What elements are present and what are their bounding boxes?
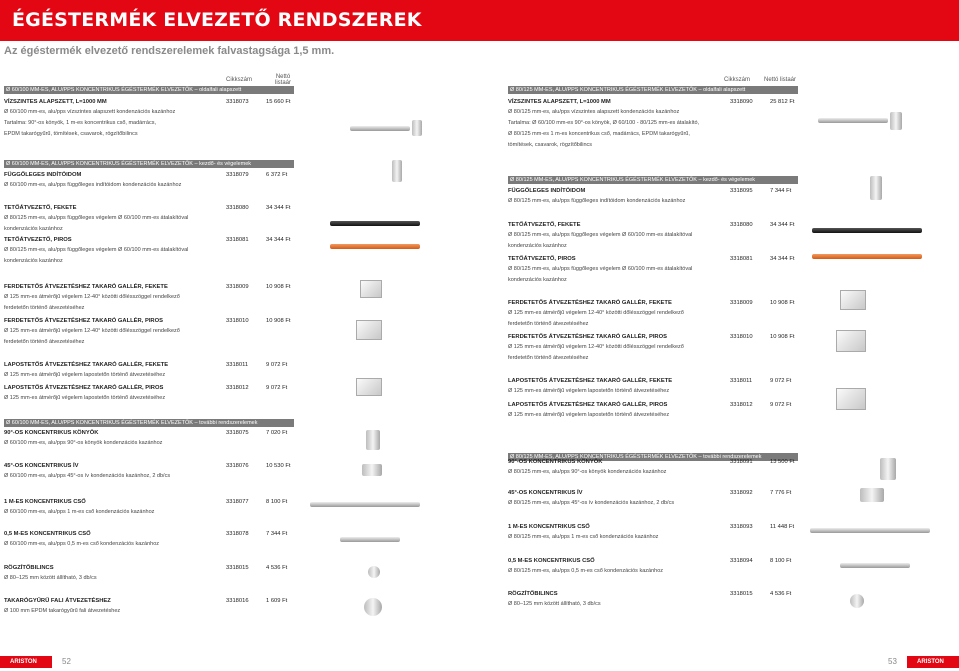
product-price: 4 536 Ft — [770, 591, 792, 597]
product-price: 10 530 Ft — [266, 463, 291, 469]
product-description: kondenzációs kazánhoz — [4, 226, 63, 232]
right-column-header — [508, 72, 798, 86]
ariston-logo-right: ARISTON — [907, 656, 959, 668]
vertical-adapter-image — [392, 160, 402, 182]
horizontal-set-image — [350, 126, 410, 131]
product-price: 7 020 Ft — [266, 430, 288, 436]
product-price: 7 776 Ft — [770, 490, 792, 496]
product-price: 34 344 Ft — [770, 222, 795, 228]
product-description: EPDM takarógyűrű, tömítések, csavarok, rögzítőbilincs — [4, 131, 138, 137]
product-name: FERDETETŐS ÁTVEZETÉSHEZ TAKARÓ GALLÉR, FEKETE — [508, 300, 672, 306]
product-description: Ø 100 mm EPDM takarógyűrű fali átvezetéshez — [4, 608, 121, 614]
horizontal-set-image-80 — [818, 118, 888, 123]
price-column-label: Nettó listaár — [764, 77, 797, 83]
product-name: 90°-OS KONCENTRIKUS KÖNYÖK — [508, 459, 603, 465]
product-code: 3318080 — [730, 222, 753, 228]
product-price: 9 072 Ft — [266, 385, 288, 391]
product-description: Ø 125 mm-es átmérőjű végelem 12-40° közötti dőlésszöggel rendelkező — [508, 344, 684, 350]
product-description: ferdetetőn történő átvezetéséhez — [508, 321, 589, 327]
product-name: TAKARÓGYŰRŰ FALI ÁTVEZETÉSHEZ — [4, 598, 111, 604]
product-price: 15 660 Ft — [266, 99, 291, 105]
flat-flashing-image — [356, 378, 382, 396]
roof-terminal-red-image-80 — [812, 254, 922, 259]
page-title: ÉGÉSTERMÉK ELVEZETŐ RENDSZEREK — [12, 9, 422, 31]
product-code: 3318094 — [730, 558, 753, 564]
product-name: 0,5 M-ES KONCENTRIKUS CSŐ — [4, 531, 91, 537]
product-code: 3318016 — [226, 598, 249, 604]
product-description: Ø 125 mm-es átmérőjű végelem lapostetőn történő átvezetéséhez — [4, 372, 166, 378]
product-description: Ø 80/125 mm-es, alu/pps vízszintes alapszett kondenzációs kazánhoz — [508, 109, 680, 115]
product-price: 10 908 Ft — [770, 334, 795, 340]
pipe-05m-image-80 — [840, 563, 910, 568]
product-price: 13 500 Ft — [770, 459, 795, 465]
product-name: FERDETETŐS ÁTVEZETÉSHEZ TAKARÓ GALLÉR, PIROS — [4, 318, 163, 324]
product-description: Ø 80/125 mm-es, alu/pps 45°-os ív kondenzációs kazánhoz, 2 db/cs — [508, 500, 675, 506]
product-description: ferdetetőn történő átvezetéséhez — [508, 355, 589, 361]
product-description: Ø 80–125 mm között állítható, 3 db/cs — [4, 575, 97, 581]
product-description: Ø 80/125 mm-es, alu/pps függőleges indítóidom kondenzációs kazánhoz — [508, 198, 686, 204]
product-name: 45°-OS KONCENTRIKUS ÍV — [508, 490, 583, 496]
bend-45-image — [362, 464, 382, 476]
product-code: 3318011 — [730, 378, 753, 384]
product-name: RÖGZÍTŐBILINCS — [4, 565, 54, 571]
section-banner: Ø 60/100 MM-ES, ALU/PPS KONCENTRIKUS ÉGÉSTERMÉK ELVEZETŐK – oldalfali alapszett — [4, 86, 294, 94]
product-name: LAPOSTETŐS ÁTVEZETÉSHEZ TAKARÓ GALLÉR, PIROS — [4, 385, 164, 391]
product-code: 3318012 — [730, 402, 753, 408]
product-description: Ø 80/125 mm-es, alu/pps függőleges végelem Ø 60/100 mm-es átalakítóval — [4, 215, 189, 221]
elbow-90-image-80 — [880, 458, 896, 480]
code-column-label: Cikkszám — [226, 77, 253, 83]
product-price: 7 344 Ft — [770, 188, 792, 194]
section-banner: Ø 60/100 MM-ES, ALU/PPS KONCENTRIKUS ÉGÉSTERMÉK ELVEZETŐK – kezdő- és végelemek — [4, 160, 294, 168]
pitched-flashing-black-image-80 — [840, 290, 866, 310]
section-banner: Ø 80/125 MM-ES, ALU/PPS KONCENTRIKUS ÉGÉSTERMÉK ELVEZETŐK – további rendszerelemek — [508, 453, 798, 461]
product-description: Ø 125 mm-es átmérőjű végelem lapostetőn történő átvezetéséhez — [508, 412, 670, 418]
product-code: 3318093 — [730, 524, 753, 530]
product-code: 3318011 — [226, 362, 249, 368]
product-description: Ø 125 mm-es átmérőjű végelem 12-40° közötti dőlésszöggel rendelkező — [508, 310, 684, 316]
product-name: LAPOSTETŐS ÁTVEZETÉSHEZ TAKARÓ GALLÉR, FEKETE — [508, 378, 673, 384]
product-price: 10 908 Ft — [266, 284, 291, 290]
product-description: kondenzációs kazánhoz — [508, 243, 567, 249]
product-description: Tartalma: 90°-os könyök, 1 m-es koncentrikus cső, madárrács, — [4, 120, 156, 126]
product-name: TETŐÁTVEZETŐ, PIROS — [4, 237, 72, 243]
product-name: LAPOSTETŐS ÁTVEZETÉSHEZ TAKARÓ GALLÉR, FEKETE — [4, 362, 169, 368]
product-description: Ø 60/100 mm-es, alu/pps 45°-os ív kondenzációs kazánhoz, 2 db/cs — [4, 473, 171, 479]
product-code: 3318010 — [226, 318, 249, 324]
roof-terminal-black-image — [330, 221, 420, 226]
roof-terminal-black-image-80 — [812, 228, 922, 233]
page-number-right: 53 — [888, 657, 897, 666]
product-price: 6 372 Ft — [266, 172, 288, 178]
product-description: Ø 60/100 mm-es, alu/pps 90°-os könyök kondenzációs kazánhoz — [4, 440, 163, 446]
product-name: RÖGZÍTŐBILINCS — [508, 591, 558, 597]
product-name: TETŐÁTVEZETŐ, PIROS — [508, 256, 576, 262]
product-price: 25 812 Ft — [770, 99, 795, 105]
product-price: 1 609 Ft — [266, 598, 288, 604]
product-price: 34 344 Ft — [266, 237, 291, 243]
product-description: Ø 60/100 mm-es, alu/pps 1 m-es cső kondenzációs kazánhoz — [4, 509, 155, 515]
product-name: 90°-OS KONCENTRIKUS KÖNYÖK — [4, 430, 99, 436]
product-code: 3318077 — [226, 499, 249, 505]
product-code: 3318079 — [226, 172, 249, 178]
product-code: 3318075 — [226, 430, 249, 436]
product-description: ferdetetőn történő átvezetéséhez — [4, 305, 85, 311]
left-column-header — [4, 72, 294, 86]
ariston-logo: ARISTON — [0, 656, 52, 668]
product-code: 3318015 — [226, 565, 249, 571]
product-description: Ø 125 mm-es átmérőjű végelem lapostetőn történő átvezetéséhez — [508, 388, 670, 394]
price-column-label: Nettó listaár — [274, 74, 291, 86]
page-number-left: 52 — [62, 657, 71, 666]
code-column-label: Cikkszám — [724, 77, 751, 83]
product-price: 9 072 Ft — [770, 378, 792, 384]
product-description: Ø 60/100 mm-es, alu/pps vízszintes alapszett kondenzációs kazánhoz — [4, 109, 176, 115]
clamp-image — [368, 566, 380, 578]
product-price: 10 908 Ft — [266, 318, 291, 324]
product-code: 3318090 — [730, 99, 753, 105]
product-code: 3318010 — [730, 334, 753, 340]
product-name: 45°-OS KONCENTRIKUS ÍV — [4, 463, 79, 469]
product-price: 8 100 Ft — [266, 499, 288, 505]
product-code: 3318091 — [730, 459, 753, 465]
product-description: Ø 80–125 mm között állítható, 3 db/cs — [508, 601, 601, 607]
pipe-1m-image-80 — [810, 528, 930, 533]
product-price: 9 072 Ft — [770, 402, 792, 408]
roof-terminal-red-image — [330, 244, 420, 249]
product-code: 3318080 — [226, 205, 249, 211]
product-name: TETŐÁTVEZETŐ, FEKETE — [508, 222, 581, 228]
product-code: 3318095 — [730, 188, 753, 194]
product-description: Ø 80/125 mm-es, alu/pps 0,5 m-es cső kondenzációs kazánhoz — [508, 568, 663, 574]
product-name: FÜGGŐLEGES INDÍTÓIDOM — [508, 188, 586, 194]
bend-45-image-80 — [860, 488, 884, 502]
product-price: 34 344 Ft — [266, 205, 291, 211]
product-description: Ø 80/125 mm-es, alu/pps 1 m-es cső kondenzációs kazánhoz — [508, 534, 659, 540]
product-price: 11 448 Ft — [770, 524, 795, 530]
product-name: FÜGGŐLEGES INDÍTÓIDOM — [4, 172, 82, 178]
product-code: 3318009 — [730, 300, 753, 306]
product-description: Ø 80/125 mm-es 1 m-es koncentrikus cső, madárrács, EPDM takarógyűrű, — [508, 131, 690, 137]
product-name: TETŐÁTVEZETŐ, FEKETE — [4, 205, 77, 211]
product-name: VÍZSZINTES ALAPSZETT, L=1000 MM — [4, 99, 107, 105]
product-description: Ø 60/100 mm-es, alu/pps 0,5 m-es cső kondenzációs kazánhoz — [4, 541, 159, 547]
product-description: Ø 125 mm-es átmérőjű végelem 12-40° közötti dőlésszöggel rendelkező — [4, 328, 180, 334]
vertical-adapter-image-80 — [870, 176, 882, 200]
product-description: ferdetetőn történő átvezetéséhez — [4, 339, 85, 345]
product-description: Ø 80/125 mm-es, alu/pps függőleges végelem Ø 60/100 mm-es átalakítóval — [508, 232, 693, 238]
product-description: Ø 80/125 mm-es, alu/pps 90°-os könyök kondenzációs kazánhoz — [508, 469, 667, 475]
product-description: Ø 125 mm-es átmérőjű végelem 12-40° közötti dőlésszöggel rendelkező — [4, 294, 180, 300]
product-description: Ø 80/125 mm-es, alu/pps függőleges végelem Ø 60/100 mm-es átalakítóval — [4, 247, 189, 253]
pitched-flashing-black-image — [360, 280, 382, 298]
product-price: 4 536 Ft — [266, 565, 288, 571]
product-code: 3318092 — [730, 490, 753, 496]
clamp-image-80 — [850, 594, 864, 608]
product-description: Ø 80/125 mm-es, alu/pps függőleges végelem Ø 60/100 mm-es átalakítóval — [508, 266, 693, 272]
elbow-90-image — [366, 430, 380, 450]
pipe-1m-image — [310, 502, 420, 507]
product-name: 1 M-ES KONCENTRIKUS CSŐ — [4, 499, 86, 505]
product-code: 3318073 — [226, 99, 249, 105]
product-price: 10 908 Ft — [770, 300, 795, 306]
product-name: LAPOSTETŐS ÁTVEZETÉSHEZ TAKARÓ GALLÉR, PIROS — [508, 402, 668, 408]
product-code: 3318078 — [226, 531, 249, 537]
product-code: 3318076 — [226, 463, 249, 469]
product-code: 3318009 — [226, 284, 249, 290]
product-price: 8 100 Ft — [770, 558, 792, 564]
product-description: Ø 125 mm-es átmérőjű végelem lapostetőn történő átvezetéséhez — [4, 395, 166, 401]
product-description: kondenzációs kazánhoz — [4, 258, 63, 264]
pitched-flashing-red-image-80 — [836, 330, 866, 352]
elbow-image — [412, 120, 422, 136]
product-name: FERDETETŐS ÁTVEZETÉSHEZ TAKARÓ GALLÉR, FEKETE — [4, 284, 168, 290]
product-code: 3318012 — [226, 385, 249, 391]
product-name: 1 M-ES KONCENTRIKUS CSŐ — [508, 524, 590, 530]
section-banner: Ø 60/100 MM-ES, ALU/PPS KONCENTRIKUS ÉGÉSTERMÉK ELVEZETŐK – további rendszerelemek — [4, 419, 294, 427]
page-subtitle: Az égéstermék elvezető rendszerelemek falvastagsága 1,5 mm. — [4, 45, 335, 57]
flat-flashing-image-80 — [836, 388, 866, 410]
product-code: 3318015 — [730, 591, 753, 597]
product-code: 3318081 — [730, 256, 753, 262]
product-description: kondenzációs kazánhoz — [508, 277, 567, 283]
product-description: Tartalma: Ø 60/100 mm-es 90°-os könyök, Ø 60/100 - 80/125 mm-es átalakító, — [508, 120, 700, 126]
section-banner: Ø 80/125 MM-ES, ALU/PPS KONCENTRIKUS ÉGÉSTERMÉK ELVEZETŐK – kezdő- és végelemek — [508, 176, 798, 184]
product-description: Ø 60/100 mm-es, alu/pps függőleges indítóidom kondenzációs kazánhoz — [4, 182, 182, 188]
product-name: 0,5 M-ES KONCENTRIKUS CSŐ — [508, 558, 595, 564]
product-price: 9 072 Ft — [266, 362, 288, 368]
product-description: tömítések, csavarok, rögzítőbilincs — [508, 142, 593, 148]
section-banner: Ø 80/125 MM-ES, ALU/PPS KONCENTRIKUS ÉGÉSTERMÉK ELVEZETŐK – oldalfali alapszett — [508, 86, 798, 94]
product-price: 7 344 Ft — [266, 531, 288, 537]
pipe-05m-image — [340, 537, 400, 542]
rosette-image — [364, 598, 382, 616]
product-price: 34 344 Ft — [770, 256, 795, 262]
product-name: FERDETETŐS ÁTVEZETÉSHEZ TAKARÓ GALLÉR, PIROS — [508, 334, 667, 340]
pitched-flashing-red-image — [356, 320, 382, 340]
product-name: VÍZSZINTES ALAPSZETT, L=1000 MM — [508, 99, 611, 105]
elbow-image-80 — [890, 112, 902, 130]
product-code: 3318081 — [226, 237, 249, 243]
